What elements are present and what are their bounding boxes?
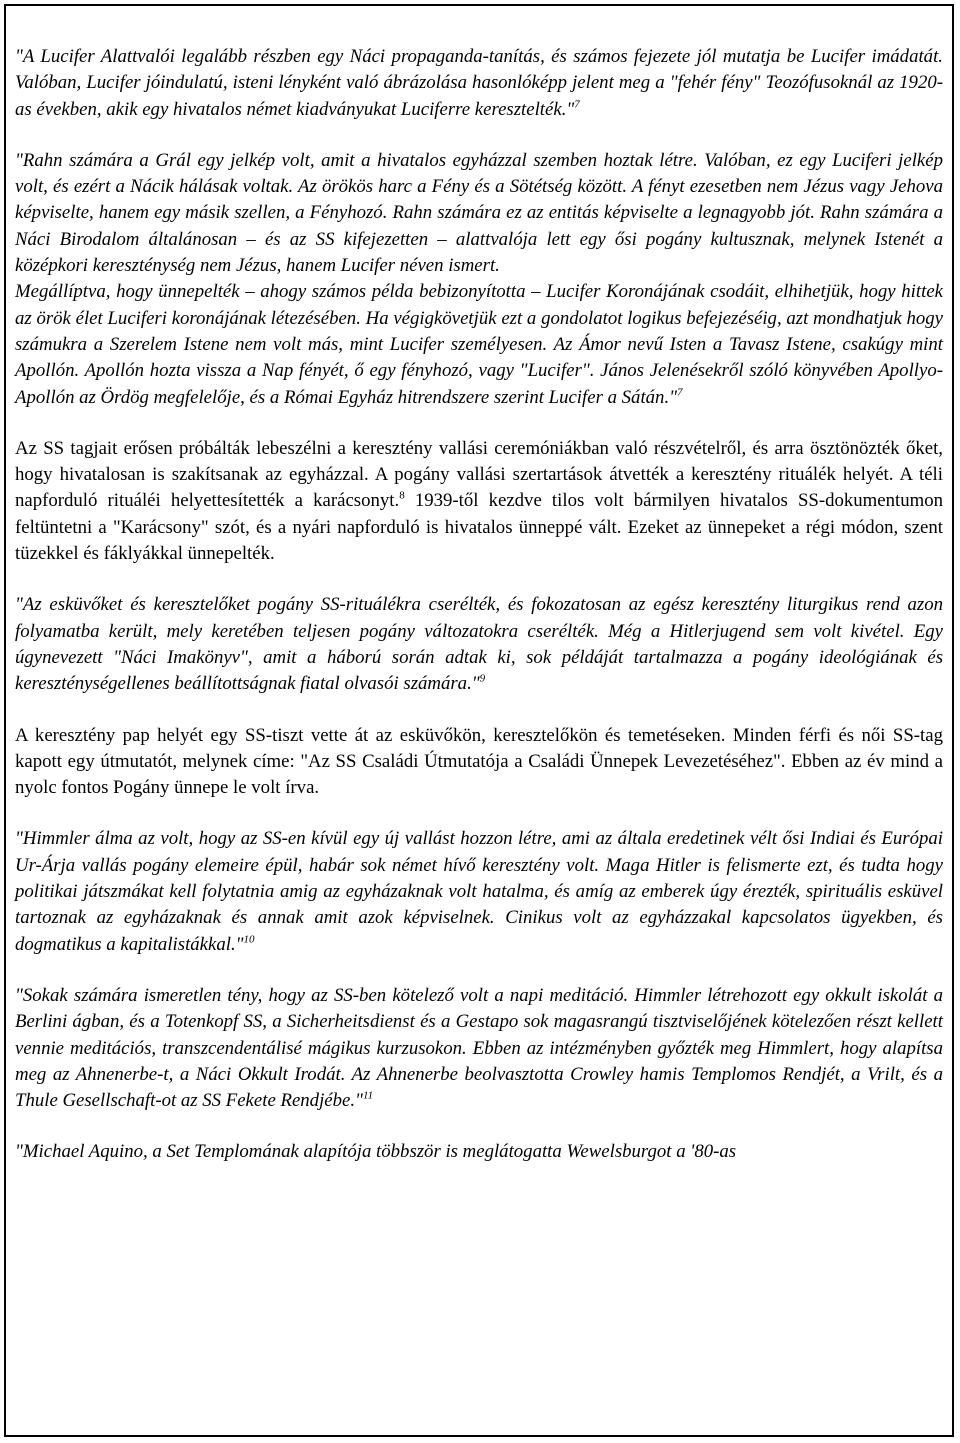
footnote-ref: 7: [574, 98, 580, 111]
footnote-ref: 9: [479, 672, 486, 685]
document-body: [15, 44, 943, 1166]
footnote-ref: 8: [399, 490, 405, 503]
footnote-ref: 10: [243, 933, 255, 946]
footnote-ref: 11: [362, 1089, 374, 1102]
paragraph: "Sokak számára ismeretlen tény, hogy az SS-ben kötelező volt a napi meditáció. Himmler létrehozott egy okkult iskolát a Berlini ágban, és a Totenkopf SS, a Sicherheitsdienst és a Gestapo sok magasrangú tisztviselőjének kötelezően részt kellett vennie meditációs, transzcendentálisé mágikus kurzusokon. Ebben az intézményben győzték meg Himmlert, hogy alapítsa meg az Ahnenerbe-t, a Náci Okkult Irodát. Az Ahnenerbe beolvasztotta Crowley hamis Templomos Rendjét, a Vrilt, és a Thule Gesellschaft-ot az SS Fekete Rendjébe."$^{11}$: [15, 984, 943, 1112]
paragraph: Megállíptva, hogy ünnepelték – ahogy számos példa bebizonyította – Lucifer Koronájának csodáit, elhihetjük, hogy hittek az örök élet Luciferi koronájának létezésében. Ha végigkövetjük ezt a gondolatot logikus befejezéséig, azt mondhatjuk hogy számukra a Szerelem Istene nem volt más, mint Lucifer személyesen. Az Ámor nevű Isten a Tavasz Istene, csakúgy mint Apollón. Apollón hozta vissza a Nap fényét, ő egy fényhozó, vagy "Lucifer". János Jelenésekről szóló könyvében Apollyo-Apollón az Ördög megfelelője, és a Római Egyház hitrendszere szerint Lucifer a Sátán."$^7$: [15, 281, 943, 408]
footnote-ref: 7: [677, 386, 683, 399]
paragraph: "A Lucifer Alattvalói legalább részben egy Náci propaganda-tanítás, és számos fejezete jól mutatja be Lucifer imádatát. Valóban, Lucifer jóindulatú, isteni lényként való ábrázolása hasonlóképp jelent meg a "fehér fény" Teozófusoknál az 1920-as években, akik egy hivatalos német kiadványukat Luciferre keresztelték."$^7$: [15, 46, 943, 120]
paragraph: "Rahn számára a Grál egy jelkép volt, amit a hivatalos egyházzal szemben hoztak létre. Valóban, ez egy Luciferi jelkép volt, és ezért a Nácik hálásak voltak. Az örökös harc a Fény és a Sötétség között. A fényt ezesetben nem Jézus vagy Jehova képviselte, hanem egy másik szellen, a Fényhozó. Rahn számára ez az entitás képviselte a legnagyobb jót. Rahn számára a Náci Birodalom általánosan – és az SS kifejezetten – alattvalója lett egy ősi pogány kultusznak, melynek Istenét a középkori kereszténység nem Jézus, hanem Lucifer néven ismert.: [15, 149, 943, 277]
paragraph: "Michael Aquino, a Set Templomának alapítója többször is meglátogatta Wewelsburgot a '80-as: [15, 1141, 737, 1163]
paragraph: A keresztény pap helyét egy SS-tiszt vette át az esküvőkön, keresztelőkön és temetéseken. Minden férfi és női SS-tag kapott egy útmutatót, melynek címe: "Az SS Családi Útmutatója a Családi Ünnepek Levezetéséhez". Ebben az év mind a nyolc fontos Pogány ünnepe le volt írva.: [15, 724, 943, 799]
paragraph: "Az esküvőket és keresztelőket pogány SS-rituálékra cserélték, és fokozatosan az egész keresztény liturgikus rend azon folyamatba került, mely keretében teljesen pogány változatokra cserélték. Még a Hitlerjugend sem volt kivétel. Egy úgynevezett "Náci Imakönyv", amit a háború során adtak ki, sok példáját tartalmazza a pogány ideológiának és kereszténységellenes beállítottságnak fiatal olvasói számára."$^9$: [15, 594, 943, 695]
paragraph: "Himmler álma az volt, hogy az SS-en kívül egy új vallást hozzon létre, ami az általa eredetinek vélt ősi Indiai és Európai Ur-Árja vallás pogány elemeire épül, habár sok német hívő keresztény volt. Maga Hitler is felismerte ezt, és tudta hogy politikai játszmákat kell folytatnia amig az egyházaknak volt hatalma, és amíg az emberek úgy érezték, spirituális esküvel tartoznak az egyházaknak és annak amit azok képviselnek. Cinikus volt az egyházzakal kapcsolatos ügyekben, és dogmatikus a kapitalistákkal."$^{10}$: [15, 828, 943, 955]
paragraph: Az SS tagjait erősen próbálták lebeszélni a keresztény vallási ceremóniákban való részvételről, és arra ösztönözték őket, hogy hivatalosan is szakítsanak az egyházzal. A pogány vallási szertartások átvették a keresztény rituálék helyét. A téli napforduló rituáléi helyettesítették a karácsonyt.$^8$ 1939-től kezdve tilos volt bármilyen hivatalos SS-dokumentumon feltüntetni a "Karácsony" szót, és a nyári napforduló is hivatalos ünneppé vált. Ezeket az ünnepeket a régi módon, szent tüzekkel és fáklyákkal ünnepelték.: [15, 437, 943, 565]
